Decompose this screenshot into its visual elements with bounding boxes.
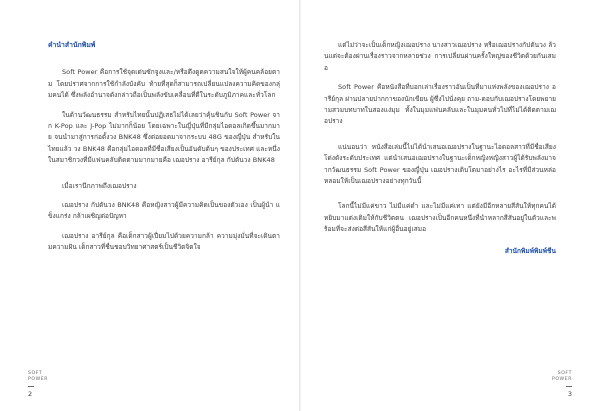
footer-title-line1: SOFT (557, 371, 572, 376)
page-number: 2 (28, 390, 33, 398)
publisher-signature: สำนักพิมพ์พิมพ์ชีน (504, 246, 556, 255)
footer-title-line2: POWER (551, 377, 572, 382)
subheading: เมื่อเรานึกภาพถึงเฌอปราง (62, 181, 137, 190)
footer-title-line1: SOFT (28, 371, 43, 376)
paragraph: โลกนี้ไม่มีแค่ขาว ไม่มีแค่ดำ และไม่มีแค่เทา แต่ยังมีอีกหลายสีสันให้ทุกคนได้หยิบมาแต่งเติมให้กับชีวิตตน เฌอปรางเป็นอีกคนหนึ่งที่นำหลากสีสันอยู่ในตัวและพร้อมที่จะส่งต่อสีสันให้แก่ผู้อื่นอยู่เสมอ (324, 202, 556, 234)
preface-heading: คำนำสำนักพิมพ์ (48, 41, 96, 49)
page-number: 3 (567, 390, 572, 398)
footer-divider (28, 386, 34, 387)
paragraph: Soft Power คือการใช้จุดเด่นซักจูงและ/หรือดึงดูดความสนใจให้ผู้คนคล้อยตาม โดยปราศจากการใช้กำลังบังคับ ท้ายที่สุดก็สามารถเปลี่ยนแปลงความคิดของกลุ่มคนได้ ซึ่งพลังอำนาจดังกล่าวถือเป็นพลังขับเคลื่อนที่ดีในระดับภูมิภาคและทั่วโลก (48, 68, 280, 100)
paragraph: ในด้านวัฒนธรรม สำหรับไทยนั้นปฏิเสธไม่ได้เลยว่าคุ้นชินกับ Soft Power จาก K-Pop และ J-Pop ไม่มากก็น้อย โดยเฉพาะในญี่ปุ่นที่มีกลุ่มไอดอลเกิดขึ้นมากมาย จนนำมาสู่การก่อตั้งวง BNK48 ซึ่งต่อยอดมาจากระบบ 48G ของญี่ปุ่น สำหรับในไทยแล้ว วง BNK48 คือกลุ่มไอดอลที่มีชื่อเสียงเป็นอันดับต้นๆ ของประเทศ และหนึ่งในสมาชิกวงที่มีแฟนคลับติดตามมากมายคือ เฌอปราง อารีย์กุล กัปตันวง BNK48 (48, 110, 280, 165)
left-text-block (48, 40, 280, 262)
right-page (300, 0, 600, 411)
paragraph: แน่นอนว่า หนังสือเล่มนี้ไม่ได้นำเสนอเฌอปรางในฐานะไอดอลสาวที่มีชื่อเสียงโด่งดังระดับประเทศ แต่นำเสนอเฌอปรางในฐานะเด็กหญิงหญิงสาวผู้ได้รับพลังมาจากวัฒนธรรม Soft Power ของญี่ปุ่น เฌอปรางเติบโตมาอย่างไร อะไรที่มีส่วนหล่อหลอมให้เป็นเฌอปรางอย่างทุกวันนี้ (324, 142, 556, 186)
footer-title-line2: POWER (28, 377, 49, 382)
right-text-block (324, 40, 556, 264)
paragraph: เฌอปราง กัปตันวง BNK48 คือหญิงสาวผู้มีความคิดเป็นของตัวเอง เป็นผู้นำ แข็งแกร่ง กล้าเผชิญต่อปัญหา (48, 201, 280, 221)
left-page-footer (28, 371, 48, 397)
paragraph: เฌอปราง อารีย์กุล คือเด็กสาวผู้เปี่ยมไปด้วยความกล้า ความมุ่งมั่นที่จะเดินตามความฝัน เด็กสาวที่ชื่นชอบวิทยาศาสตร์เป็นชีวิตจิตใจ (48, 231, 280, 252)
paragraph: แต่ไม่ว่าจะเป็นเด็กหญิงเฌอปราง นางสาวเฌอปราง หรือเฌอปรางกัปตันวง ล้วนแต่จะต้องผ่านเรื่องราวจากหลายช่วง การเปลี่ยนผ่านครั้งใหญ่ของชีวิตด้วยกันเสมอ (324, 41, 556, 72)
right-page-footer (552, 371, 572, 397)
paragraph: Soft Power คือหนังสือที่บอกเล่าเรื่องราวอันเป็นที่มาแห่งพลังของเฌอปราง อารีย์กุล ผ่านปลายปากกาของนักเขียน ผู้ซึ่งไปนั่งคุย ถาม-ตอบกับเฌอปรางโดยพยายามสวมบทบาทในสองแง่มุม ทั้งในมุมแฟนคลับและในมุมคนทั่วไปที่ไม่ได้ติดตามเฌอปราง (324, 83, 556, 126)
footer-divider (566, 386, 572, 387)
